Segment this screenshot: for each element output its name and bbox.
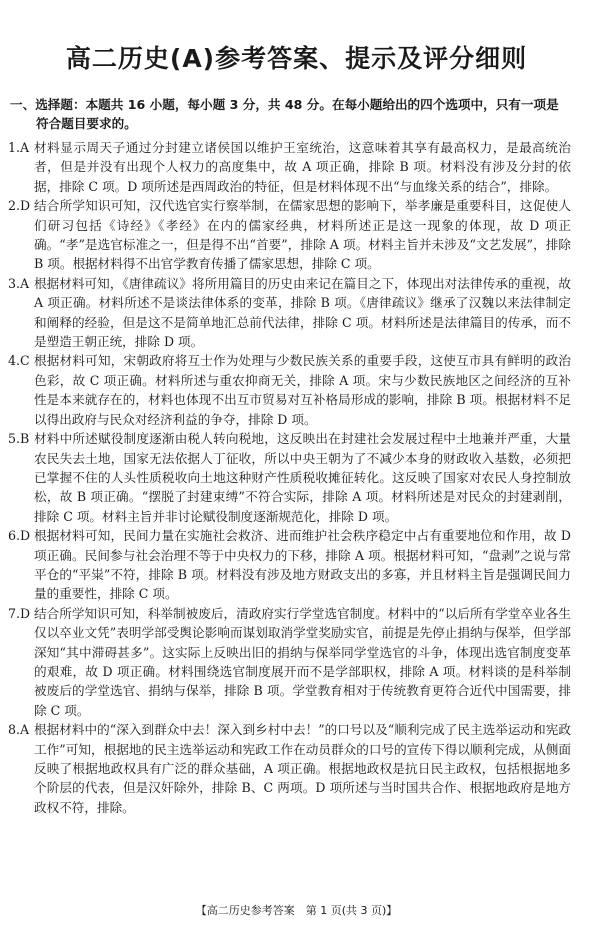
answer-explanation: 根据材料可知，民间力量在实施社会救济、进而维护社会秩序稳定中占有重要地位和作用，故 D 项正确。民间参与社会治理不等于中央权力的下移，排除 A 项。根据材料可知，“盘剥”之说与常平仓的“平粜”不符，排除 B 项。材料没有涉及地方财政支出的多寡，并且材料主旨是强调民间力量的重要性，排除 C 项。 xyxy=(34,528,571,602)
page-footer: 【高二历史参考答案 第 1 页(共 3 页)】 xyxy=(195,904,398,917)
answer-explanation: 根据材料中的“深入到群众中去！深入到乡村中去！”的口号以及“顺利完成了民主选举运动和宪政工作”可知，根据地的民主选举运动和宪政工作在动员群众的口号的宣传下得以顺利完成，从侧面反映了根据地政权具有广泛的群众基础，A 项正确。根据地政权是抗日民主政权，包括根据地多个阶层的代表，但是汉奸除外，排除 B、C 两项。D 项所述与当时国共合作、根据地政府是地方政权不符，排除。 xyxy=(34,722,571,815)
answer-number: 5.B xyxy=(8,431,30,447)
answer-item-8 xyxy=(8,720,571,817)
answer-item-3 xyxy=(8,274,571,352)
answer-number: 1.A xyxy=(8,140,30,155)
answer-item-6 xyxy=(8,526,571,604)
answer-number: 8.A xyxy=(8,722,30,738)
answer-explanation: 材料显示周天子通过分封建立诸侯国以维护王室统治，这意味着其享有最高权力，是最高统治者，但是并没有出现个人权力的高度集中，故 A 项正确，排除 B 项。材料没有涉及分封的依据，排除 C 项。D 项所述是西周政治的特征，但是材料体现不出“与血缘关系的结合”，排除。 xyxy=(34,140,571,194)
answer-number: 2.D xyxy=(8,198,31,214)
answer-item-1 xyxy=(8,138,571,196)
answer-explanation: 结合所学知识可知，科举制被废后，清政府实行学堂选官制度。材料中的“以后所有学堂卒业各生仅以卒业文凭”表明学部受舆论影响而谋划取消学堂奖励实官，前提是先停止捐纳与保举，但学部深知“其中滞碍甚多”。这实际上反映出旧的捐纳与保举同学堂选官的斗争，体现出选官制度变革的艰难，故 D 项正确。材料围绕选官制度展开而不是学部职权，排除 A 项。材料谈的是科举制被废后的学堂选官、捐纳与保举，排除 B 项。学堂教育相对于传统教育更符合近代中国需要，排除 C 项。 xyxy=(34,605,571,718)
answer-explanation: 根据材料可知，宋朝政府将互士作为处理与少数民族关系的重要手段，这使互市具有鲜明的政治色彩，故 C 项正确。材料所述与重农抑商无关，排除 A 项。宋与少数民族地区之间经济的互补性是本来就存在的，材料也体现不出互市贸易对互补格局形成的影响，排除 B 项。根据材料不足以得出政府与民众对经济利益的争夺，排除 D 项。 xyxy=(34,353,571,427)
answer-number: 4.C xyxy=(8,353,30,369)
answer-number: 7.D xyxy=(8,605,31,621)
answer-explanation: 根据材料可知，《唐律疏议》将所用篇目的历史由来记在篇目之下，体现出对法律传承的重视，故 A 项正确。材料所述不是谈法律体系的变革，排除 B 项。《唐律疏议》继承了汉魏以来法律制定和阐释的经验，但是这不是简单地汇总前代法律，排除 C 项。材料所述是法律篇目的传承，而不是塑造王朝正统，排除 D 项。 xyxy=(34,275,571,350)
answer-item-5 xyxy=(8,429,571,526)
answer-item-7 xyxy=(8,604,571,720)
answer-item-4 xyxy=(8,351,571,429)
answer-list xyxy=(8,138,571,817)
answer-explanation: 结合所学知识可知，汉代选官实行察举制，在儒家思想的影响下，举孝廉是重要科目，这促使人们研习包括《诗经》《孝经》在内的儒家经典，材料所述正是这一现象的体现，故 D 项正确。“孝”是选官标准之一，但是得不出“首要”，排除 A 项。材料主旨并未涉及“文艺发展”，排除 B 项。根据材料得不出官学教育传播了儒家思想，排除 C 项。 xyxy=(34,198,571,272)
answer-explanation: 材料中所述赋役制度逐渐由税人转向税地，这反映出在封建社会发展过程中土地兼并严重，大量农民失去土地，国家无法依据人丁征收，所以中央王朝为了不减少本身的财政收入基数，必须把已掌握不住的人头性质税收向土地这种财产性质税收摊征转化。这反映了国家对农民人身控制放松，故 B 项正确。“摆脱了封建束缚”不符合实际，排除 A 项。材料所述是对民众的封建剥削，排除 C 项。材料主旨并非讨论赋役制度逐渐规范化，排除 D 项。 xyxy=(34,431,571,524)
section-heading: 一、选择题：本题共 16 小题，每小题 3 分，共 48 分。在每小题给出的四个选项中，只有一项是符合题目要求的。 xyxy=(10,97,559,131)
answer-number: 6.D xyxy=(8,528,31,544)
answer-number: 3.A xyxy=(8,275,30,291)
answer-item-2 xyxy=(8,196,571,274)
page-title: 高二历史(A)参考答案、提示及评分细则 xyxy=(65,44,528,73)
